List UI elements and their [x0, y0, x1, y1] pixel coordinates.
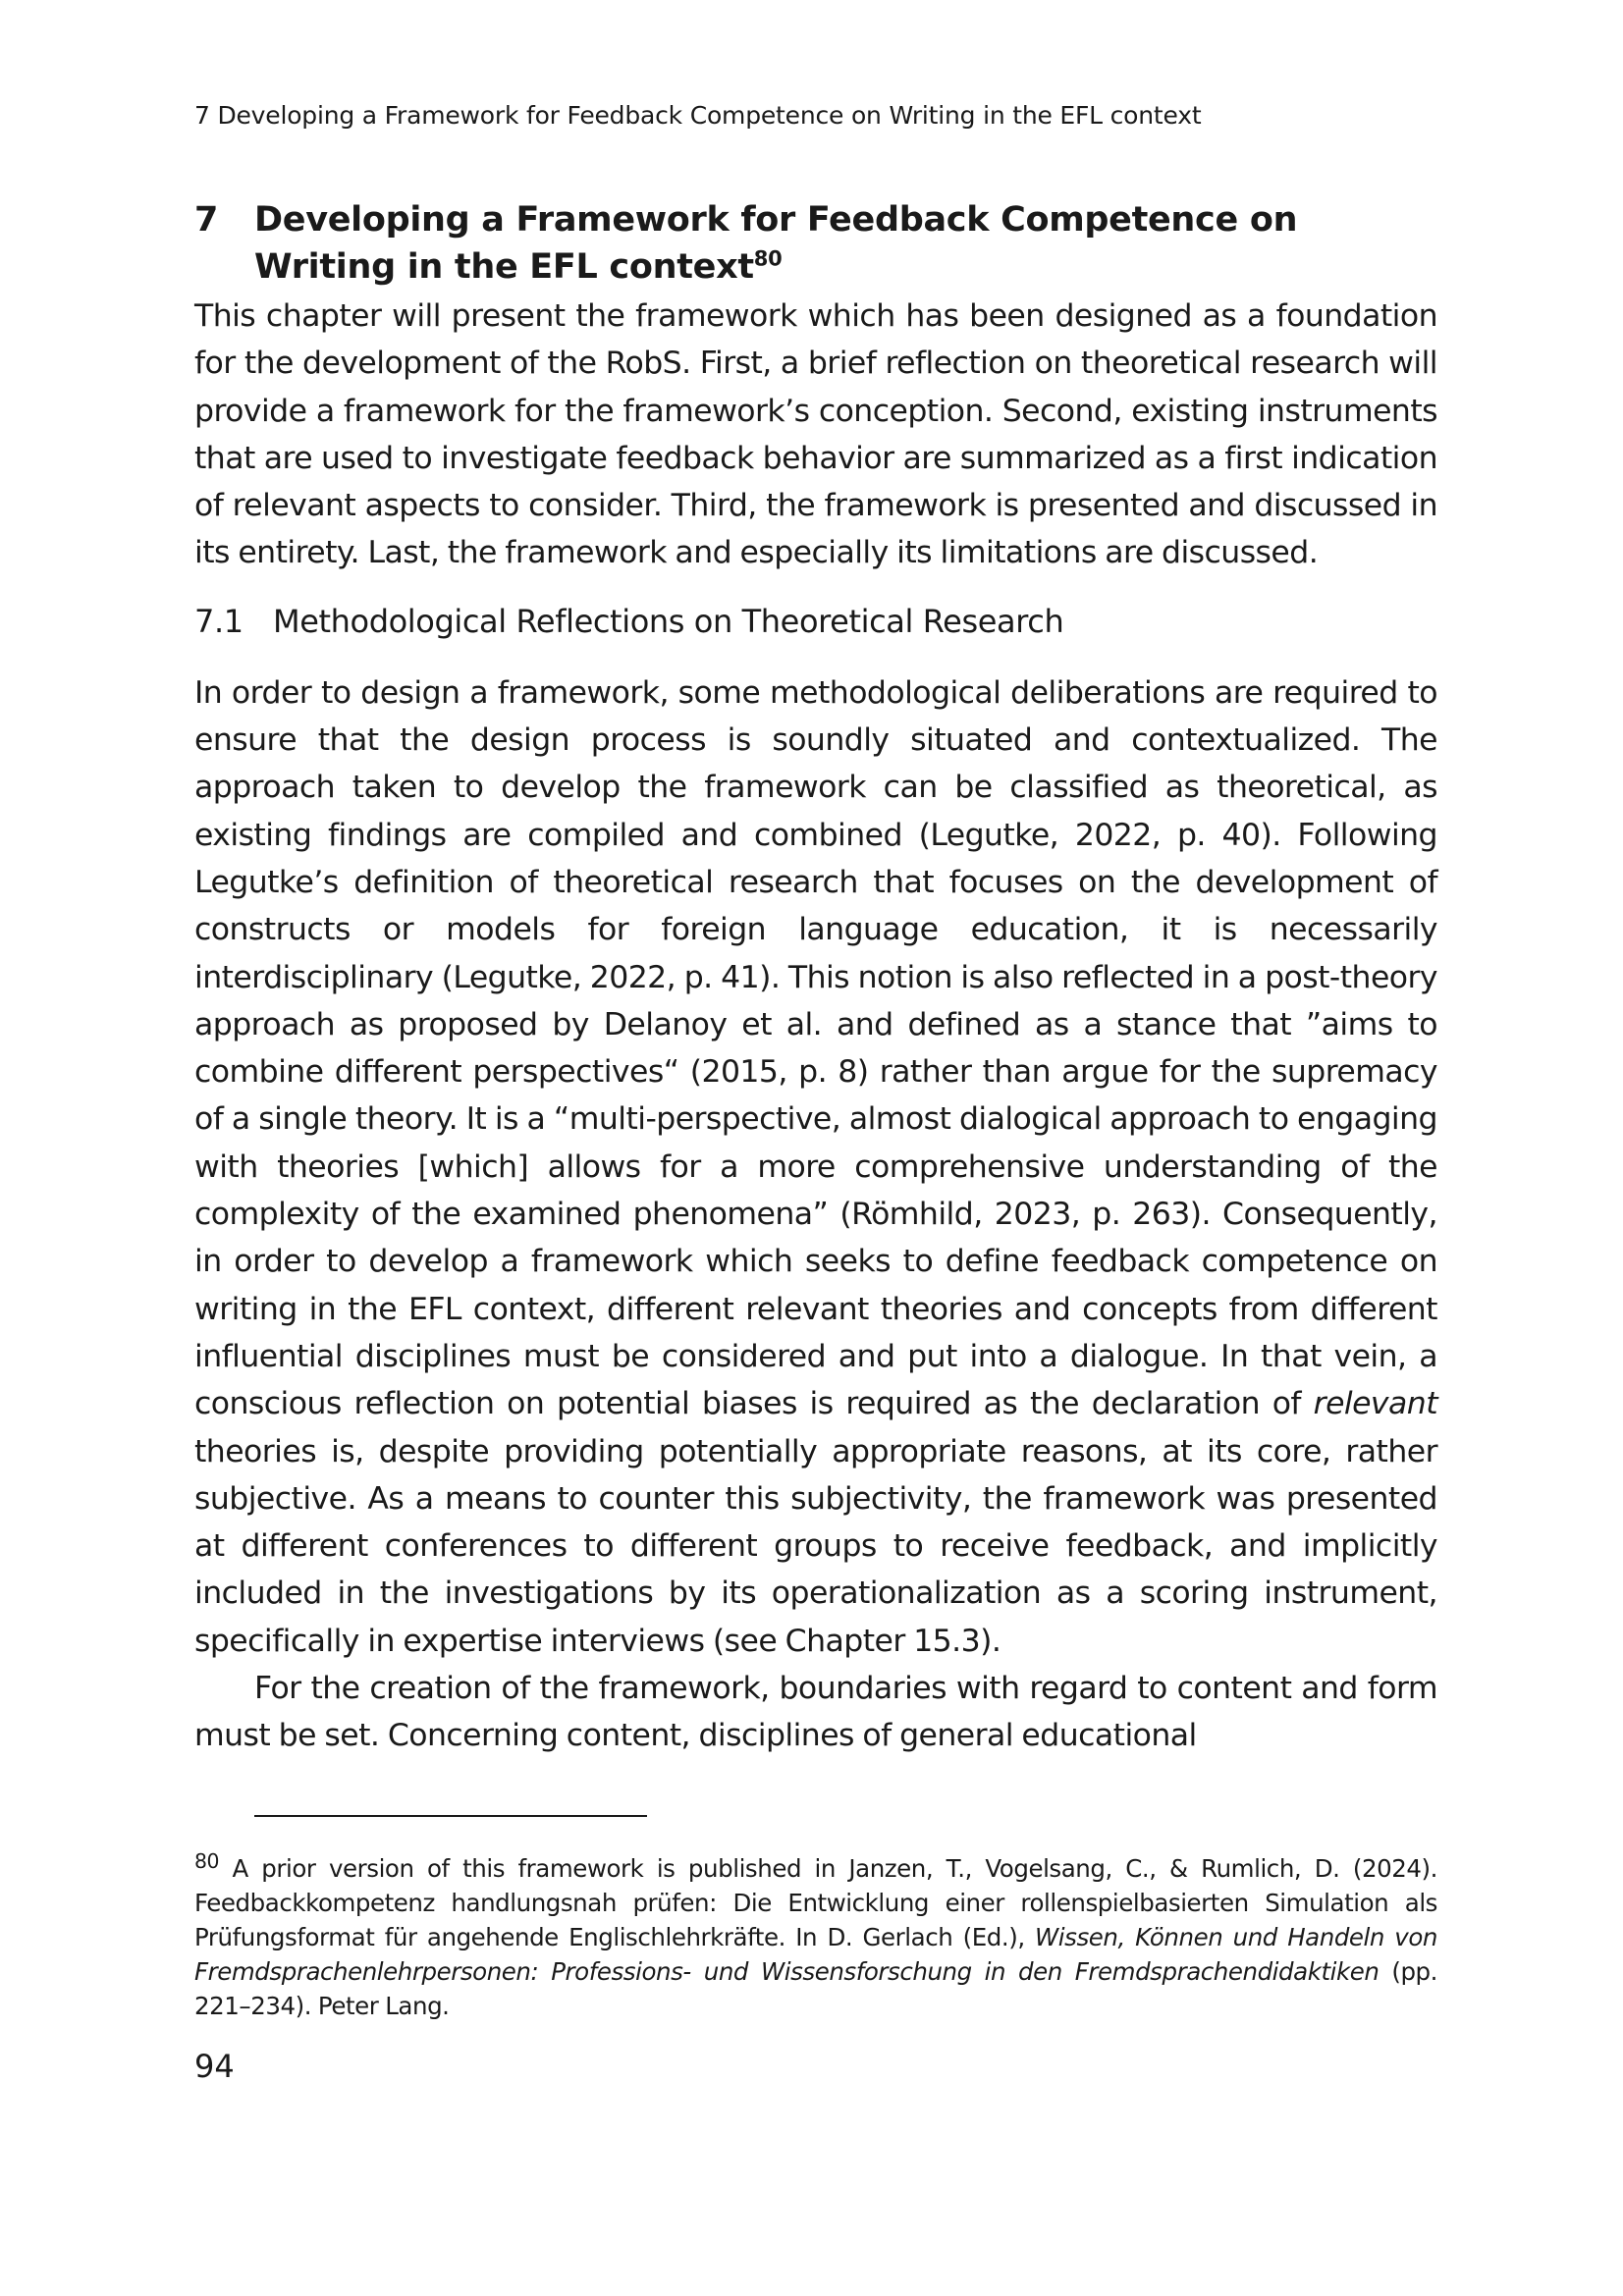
- body-paragraph-1: [194, 669, 1437, 1665]
- footnote: [194, 1844, 1437, 2023]
- body-paragraph-2: For the creation of the framework, boundaries with regard to content and form must be set. Concerning content, disciplines of general educational: [194, 1671, 1437, 1754]
- chapter-heading: [194, 196, 1437, 291]
- section-title: Methodological Reflections on Theoretical Research: [273, 602, 1064, 640]
- section-number: 7.1: [194, 602, 243, 640]
- footnote-reference[interactable]: 80: [753, 246, 783, 271]
- footnote-book-title: Wissen, Können und Handeln von Fremdsprachenlehrpersonen: Professions- und Wissensforschung in den Fremdsprachendidaktiken: [194, 1922, 1437, 1986]
- running-header: 7 Developing a Framework for Feedback Competence on Writing in the EFL context: [194, 101, 1202, 130]
- chapter-number: 7: [194, 200, 219, 240]
- intro-paragraph: This chapter will present the framework which has been designed as a foundation for the development of the RobS. First, a brief reflection on theoretical research will provide a framework for the framework’s conception. Second, existing instruments that are used to investigate feedback behavior are summarized as a first indication of relevant aspects to consider. Third, the framework is presented and discussed in its entirety. Last, the framework and especially its limitations are discussed.: [194, 298, 1437, 571]
- footnote-text-a: A prior version of this framework is published in Janzen, T., Vogelsang, C., & Rumlich, D. (2024). Feedbackkompetenz handlungsnah prüfen: Die Entwicklung einer rollenspielbasierten Simulation als Prüfungsformat für angehende Englischlehrkräfte. In D. Gerlach (Ed.),: [194, 1853, 1437, 1951]
- section-heading: [194, 599, 1437, 644]
- paragraph-1-text-b: theories is, despite providing potentially appropriate reasons, at its core, rather subjective. As a means to counter this subjectivity, the framework was presented at different conferences to different groups to receive feedback, and implicitly included in the investigations by its operationalization as a scoring instrument, specifically in expertise interviews (see Chapter 15.3).: [194, 1433, 1437, 1659]
- paragraph-1-text-a: In order to design a framework, some methodological deliberations are required to ensure that the design process is soundly situated and contextualized. The approach taken to develop the framework can be classified as theoretical, as existing findings are compiled and combined (Legutke, 2022, p. 40). Following Legutke’s definition of theoretical research that focuses on the development of constructs or models for foreign language education, it is necessarily interdisciplinary (Legutke, 2022, p. 41). This notion is also reflected in a post-theory approach as proposed by Delanoy et al. and defined as a stance that ”aims to combine different perspectives“ (2015, p. 8) rather than argue for the supremacy of a single theory. It is a “multi-perspective, almost dialogical approach to engaging with theories [which] allows for a more comprehensive understanding of the complexity of the examined phenomena” (Römhild, 2023, p. 263). Consequently, in order to develop a framework which seeks to define feedback competence on writing in the EFL context, different relevant theories and concepts from different influential disciplines must be considered and put into a dialogue. In that vein, a conscious reflection on potential biases is required as the declaration of: [194, 674, 1437, 1422]
- footnote-text-b: (pp. 221–234). Peter Lang.: [194, 1956, 1437, 2020]
- chapter-title-block: [254, 196, 1437, 291]
- page: [194, 98, 1437, 2090]
- page-number: 94: [194, 2047, 235, 2085]
- footnote-number: 80: [194, 1848, 220, 1873]
- chapter-title: Developing a Framework for Feedback Competence on Writing in the EFL context: [254, 200, 1298, 287]
- emphasis-relevant: relevant: [1313, 1386, 1437, 1422]
- footnote-divider: [254, 1815, 647, 1817]
